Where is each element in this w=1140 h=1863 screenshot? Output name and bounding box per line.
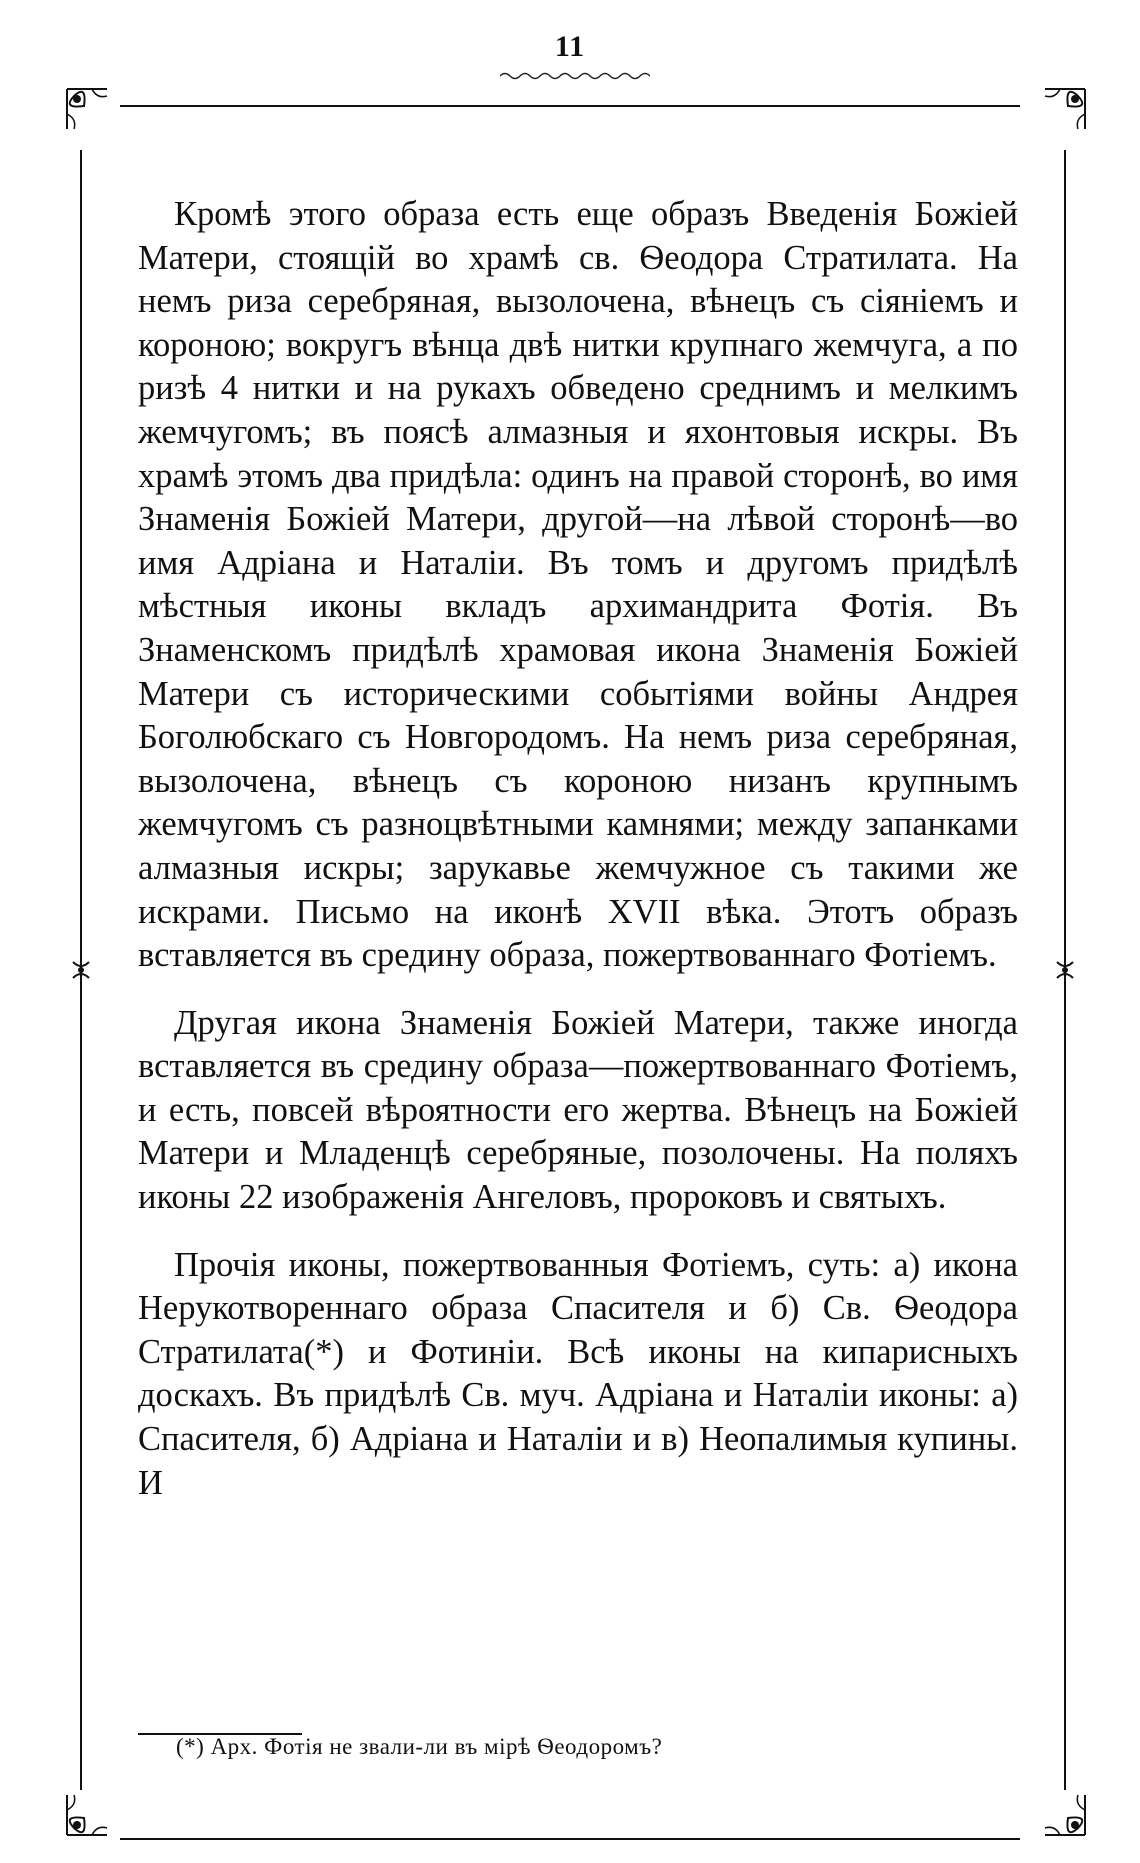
page-number: 11	[554, 30, 586, 63]
corner-ornament-top-right	[1040, 84, 1090, 134]
footnote: (*) Арх. Фотія не звали-ли въ мірѣ Ѳеодоромъ?	[176, 1734, 663, 1759]
paragraph: Кромѣ этого образа есть еще образъ Введенія Божіей Матери, стоящій во храмѣ св. Ѳеодора Стратилата. На немъ риза серебряная, вызолочена, вѣнецъ съ сіяніемъ и короною; вокругъ вѣнца двѣ нитки крупнаго жемчуга, а по ризѣ 4 нитки и на рукахъ обведено среднимъ и мелкимъ жемчугомъ; въ поясѣ алмазныя и яхонтовыя искры. Въ храмѣ этомъ два придѣла: одинъ на правой сторонѣ, во имя Знаменія Божіей Матери, другой—на лѣвой сторонѣ—во имя Адріана и Наталіи. Въ томъ и другомъ придѣлѣ мѣстныя иконы вкладъ архимандрита Фотія. Въ Знаменскомъ придѣлѣ храмовая икона Знаменія Божіей Матери съ историческими событіями войны Андрея Боголюбскаго съ Новгородомъ. На немъ риза серебряная, вызолочена, вѣнецъ съ короною низанъ крупнымъ жемчугомъ съ разноцвѣтными камнями; между запанками алмазныя искры; зарукавье жемчужное съ такими же искрами. Письмо на иконѣ XVII вѣка. Этотъ образъ вставляется въ средину образа, пожертвованнаго Фотіемъ.	[138, 195, 1018, 975]
side-ornament-right	[1053, 950, 1077, 990]
paragraph: Другая икона Знаменія Божіей Матери, также иногда вставляется въ средину образа—пожертвованнаго Фотіемъ, и есть, повсей вѣроятности его жертва. Вѣнецъ на Божіей Матери и Младенцѣ серебряные, позолочены. На поляхъ иконы 22 изображенія Ангеловъ, пророковъ и святыхъ.	[138, 1003, 1018, 1217]
side-ornament-left	[69, 950, 93, 990]
paragraph: Прочія иконы, пожертвованныя Фотіемъ, суть: а) икона Нерукотвореннаго образа Спасителя и б) Св. Ѳеодора Стратилата(*) и Фотиніи. Всѣ иконы на кипарисныхъ доскахъ. Въ придѣлѣ Св. муч. Адріана и Наталіи иконы: а) Спасителя, б) Адріана и Наталіи и в) Неопалимыя купины. И	[138, 1245, 1018, 1502]
corner-ornament-bottom-right	[1040, 1790, 1090, 1840]
frame-top-rule	[120, 105, 1020, 107]
frame-bottom-rule	[120, 1838, 1020, 1840]
body-text	[138, 193, 1018, 1505]
corner-ornament-top-left	[62, 84, 112, 134]
corner-ornament-bottom-left	[62, 1790, 112, 1840]
wavy-rule-ornament	[500, 70, 650, 82]
